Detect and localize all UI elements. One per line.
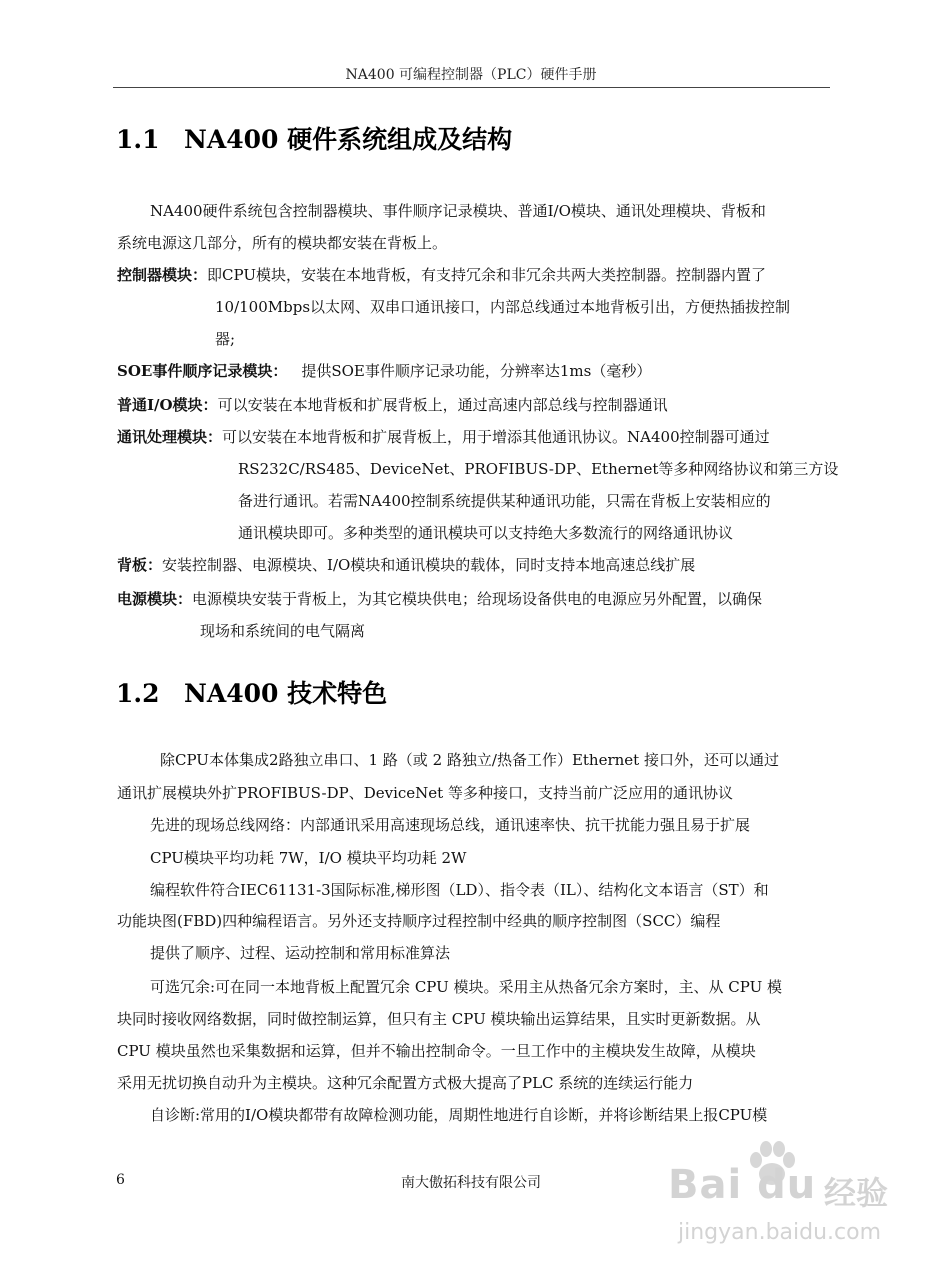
definition-text: 提供SOE事件顺序记录功能，分辨率达1ms（毫秒） xyxy=(301,362,652,380)
definition-continuation: 器; xyxy=(215,330,236,348)
definition-item-soe xyxy=(117,361,651,381)
definition-term: 背板： xyxy=(117,556,163,574)
watermark-logo-text: Bai du xyxy=(668,1162,817,1208)
definition-text: 电源模块安装于背板上，为其它模块供电；给现场设备供电的电源应另外配置，以确保 xyxy=(192,590,763,608)
page-number: 6 xyxy=(116,1172,125,1188)
definition-item-controller xyxy=(117,265,766,285)
paragraph-line: CPU模块平均功耗 7W，I/O 模块平均功耗 2W xyxy=(150,849,467,867)
paragraph-line: NA400硬件系统包含控制器模块、事件顺序记录模块、普通I/O模块、通讯处理模块、背板和 xyxy=(150,202,766,220)
paragraph-line: 功能块图(FBD)四种编程语言。另外还支持顺序过程控制中经典的顺序控制图（SCC）编程 xyxy=(117,912,721,930)
definition-continuation: 备进行通讯。若需NA400控制系统提供某种通讯功能，只需在背板上安装相应的 xyxy=(238,492,771,510)
definition-continuation: 现场和系统间的电气隔离 xyxy=(200,622,366,640)
baidu-jingyan-watermark xyxy=(648,1140,898,1270)
section-title: NA400 硬件系统组成及结构 xyxy=(184,125,513,154)
definition-term: SOE事件顺序记录模块： xyxy=(117,362,288,380)
watermark-cn-text: 经验 xyxy=(824,1174,889,1212)
section-heading-1-2 xyxy=(116,674,387,710)
definition-text: 可以安装在本地背板和扩展背板上，通过高速内部总线与控制器通讯 xyxy=(217,396,668,414)
section-heading-1-1 xyxy=(116,120,512,156)
paragraph-line: 通讯扩展模块外扩PROFIBUS-DP、DeviceNet 等多种接口，支持当前广泛应用的通讯协议 xyxy=(117,784,733,802)
definition-term: 通讯处理模块： xyxy=(117,428,223,446)
definition-text: 安装控制器、电源模块、I/O模块和通讯模块的载体，同时支持本地高速总线扩展 xyxy=(162,556,696,574)
paragraph-line: CPU 模块虽然也采集数据和运算，但并不输出控制命令。一旦工作中的主模块发生故障，从模块 xyxy=(117,1042,756,1060)
paragraph-line: 先进的现场总线网络：内部通讯采用高速现场总线，通讯速率快、抗干扰能力强且易于扩展 xyxy=(150,816,751,834)
section-number: 1.2 xyxy=(116,679,160,708)
definition-text: 可以安装在本地背板和扩展背板上，用于增添其他通讯协议。NA400控制器可通过 xyxy=(222,428,770,446)
definition-term: 控制器模块： xyxy=(117,266,208,284)
paragraph-line: 可选冗余:可在同一本地背板上配置冗余 CPU 模块。采用主从热备冗余方案时，主、从 CPU 模 xyxy=(150,978,783,996)
definition-continuation: 10/100Mbps以太网、双串口通讯接口，内部总线通过本地背板引出，方便热插拔控制 xyxy=(215,298,791,316)
section-number: 1.1 xyxy=(116,125,160,154)
running-header: NA400 可编程控制器（PLC）硬件手册 xyxy=(345,67,597,83)
paragraph-line: 采用无扰切换自动升为主模块。这种冗余配置方式极大提高了PLC 系统的连续运行能力 xyxy=(117,1074,694,1092)
footer-company: 南大傲拓科技有限公司 xyxy=(401,1175,541,1191)
paragraph-line: 系统电源这几部分，所有的模块都安装在背板上。 xyxy=(117,234,448,252)
definition-term: 电源模块： xyxy=(117,590,193,608)
paragraph-line: 自诊断:常用的I/O模块都带有故障检测功能，周期性地进行自诊断，并将诊断结果上报CPU模 xyxy=(150,1106,768,1124)
definition-term: 普通I/O模块： xyxy=(117,396,218,414)
definition-text: 即CPU模块，安装在本地背板，有支持冗余和非冗余共两大类控制器。控制器内置了 xyxy=(207,266,766,284)
watermark-url: jingyan.baidu.com xyxy=(678,1220,882,1245)
definition-item-power xyxy=(117,589,762,609)
paragraph-line: 除CPU本体集成2路独立串口、1 路（或 2 路独立/热备工作）Ethernet 接口外，还可以通过 xyxy=(160,751,779,769)
definition-item-comm xyxy=(117,427,770,447)
header-rule xyxy=(113,87,830,88)
definition-item-io xyxy=(117,395,668,415)
definition-item-backplane xyxy=(117,555,695,575)
definition-continuation: RS232C/RS485、DeviceNet、PROFIBUS-DP、Ethernet等多种网络协议和第三方设 xyxy=(238,460,839,478)
paragraph-line: 块同时接收网络数据，同时做控制运算，但只有主 CPU 模块输出运算结果，且实时更新数据。从 xyxy=(117,1010,761,1028)
definition-continuation: 通讯模块即可。多种类型的通讯模块可以支持绝大多数流行的网络通讯协议 xyxy=(238,524,734,542)
section-title: NA400 技术特色 xyxy=(184,679,388,708)
paragraph-line: 提供了顺序、过程、运动控制和常用标准算法 xyxy=(150,944,451,962)
paragraph-line: 编程软件符合IEC61131-3国际标准,梯形图（LD）、指令表（IL）、结构化文本语言（ST）和 xyxy=(150,881,769,899)
